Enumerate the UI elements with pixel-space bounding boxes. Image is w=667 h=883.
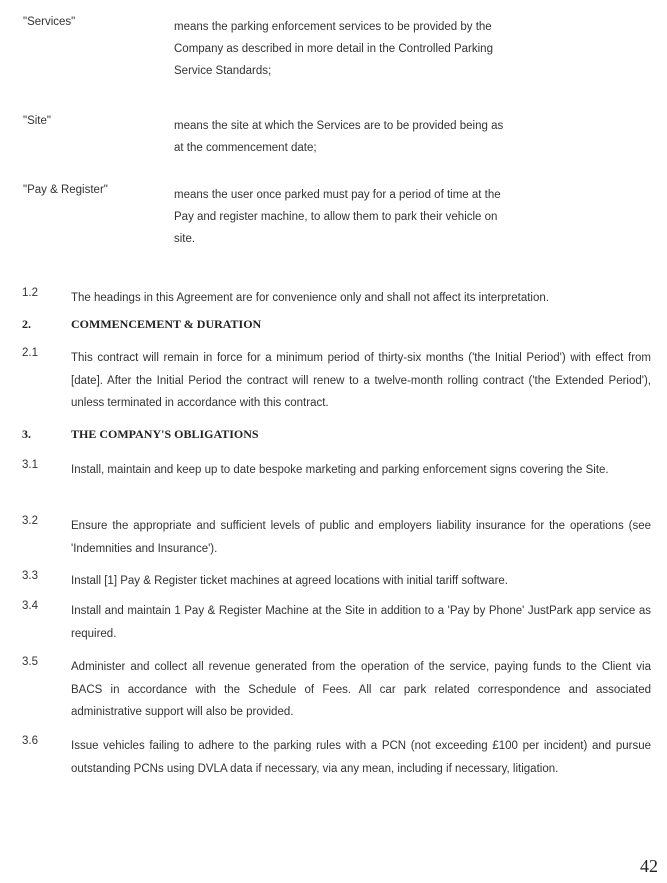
definition-text: means the user once parked must pay for a period of time at the Pay and register machine, to allow them to park their vehicle on site.: [174, 189, 501, 245]
clause-text: This contract will remain in force for a minimum period of thirty-six months ('the Initial Period') with effect from [date]. After the Initial Period the contract will renew to a twelve-month rolling contract ('the Extended Period'), unless terminated in accordance with this contract.: [71, 352, 651, 409]
section-title: THE COMPANY'S OBLIGATIONS: [71, 427, 259, 441]
clause-number: 2.1: [22, 347, 38, 359]
clause-text: The headings in this Agreement are for convenience only and shall not affect its interpretation.: [71, 292, 549, 304]
section-number: 3.: [22, 427, 31, 441]
section-title: COMMENCEMENT & DURATION: [71, 317, 262, 331]
clause-number: 3.2: [22, 515, 38, 527]
clause-number: 3.5: [22, 656, 38, 668]
clause-text: Install, maintain and keep up to date bespoke marketing and parking enforcement signs covering the Site.: [71, 464, 609, 476]
clause-text: Install and maintain 1 Pay & Register Machine at the Site in addition to a 'Pay by Phone' JustPark app service as required.: [71, 605, 651, 640]
clause-number: 1.2: [22, 287, 38, 299]
section-number: 2.: [22, 317, 31, 331]
clause-number: 3.1: [22, 459, 38, 471]
definition-term: "Pay & Register": [23, 184, 108, 196]
clause-text: Administer and collect all revenue generated from the operation of the service, paying funds to the Client via BACS in accordance with the Schedule of Fees. All car park related correspondence and associated administrative support will also be provided.: [71, 661, 651, 718]
definition-text: means the parking enforcement services to be provided by the Company as described in more detail in the Controlled Parking Service Standards;: [174, 21, 493, 77]
clause-text: Issue vehicles failing to adhere to the parking rules with a PCN (not exceeding £100 per incident) and pursue outstanding PCNs using DVLA data if necessary, via any mean, including if necessary, litigation.: [71, 740, 651, 775]
clause-number: 3.6: [22, 735, 38, 747]
definition-term: "Services": [23, 16, 76, 28]
page-number: 42: [640, 856, 658, 876]
clause-number: 3.4: [22, 600, 38, 612]
clause-text: Ensure the appropriate and sufficient levels of public and employers liability insurance for the operations (see 'Indemnities and Insurance').: [71, 520, 651, 555]
definition-text: means the site at which the Services are to be provided being as at the commencement date;: [174, 120, 504, 154]
clause-text: Install [1] Pay & Register ticket machines at agreed locations with initial tariff software.: [71, 575, 508, 587]
definition-term: "Site": [23, 115, 51, 127]
clause-number: 3.3: [22, 570, 38, 582]
